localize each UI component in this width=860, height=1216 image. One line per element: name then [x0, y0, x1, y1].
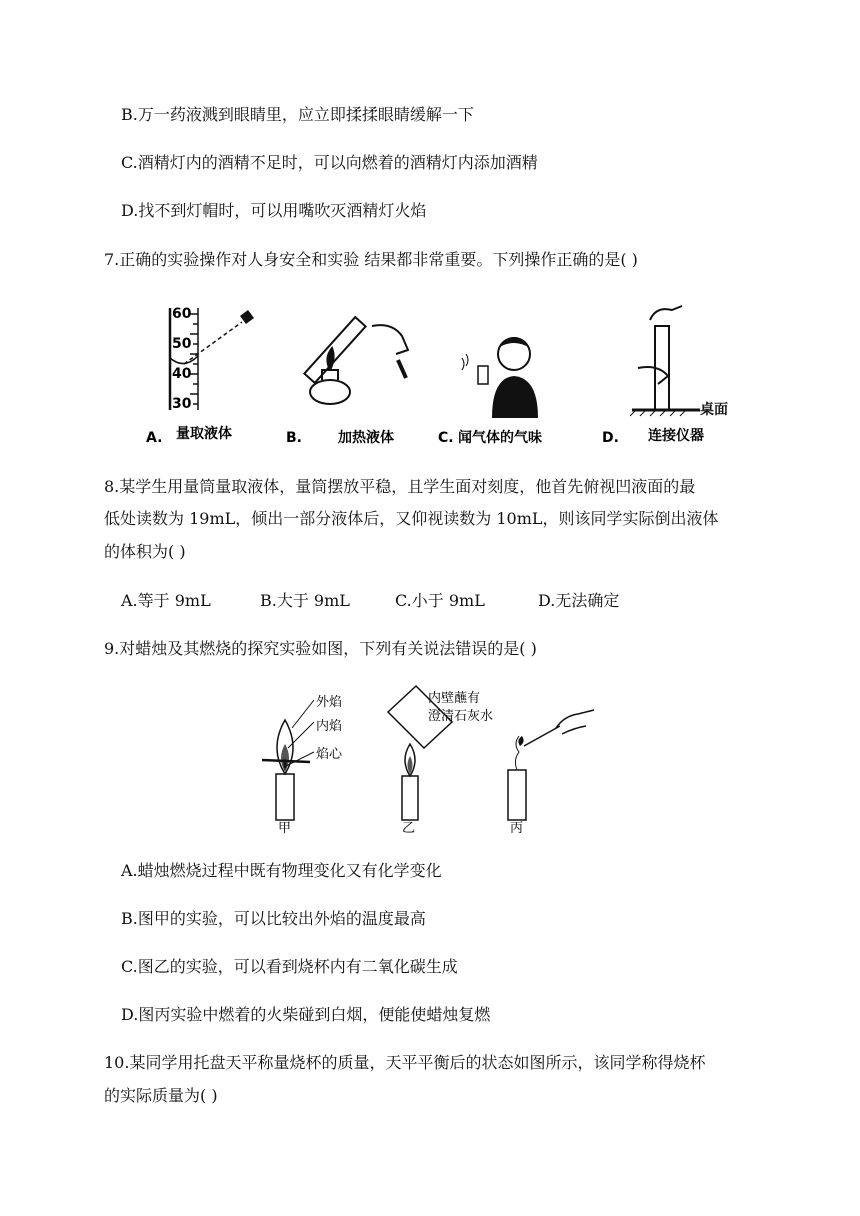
q8-option-d: D.无法确定: [538, 591, 620, 610]
label-c-letter: C.: [438, 430, 454, 446]
label-yi: 乙: [402, 821, 416, 834]
q9-option-b: B.图甲的实验，可以比较出外焰的温度最高: [121, 909, 426, 928]
q9-stem: 9.对蜡烛及其燃烧的探究实验如图，下列有关说法错误的是( ): [104, 639, 537, 658]
q6-option-b: B.万一药液溅到眼睛里，应立即揉揉眼睛缓解一下: [121, 105, 474, 124]
q9-option-c: C.图乙的实验，可以看到烧杯内有二氧化碳生成: [121, 957, 458, 976]
label-c-text: 闻气体的气味: [458, 430, 542, 446]
q9-candle-figure: [258, 682, 604, 834]
label-inner-flame: 内焰: [316, 719, 343, 734]
label-flame-core: 焰心: [316, 747, 343, 762]
candle-jia: [262, 694, 343, 834]
q10-stem-line2: 的实际质量为( ): [104, 1086, 218, 1105]
heating-liquid-illustration: [304, 317, 408, 404]
tick-40: 40: [172, 366, 192, 382]
label-d-text: 连接仪器: [648, 428, 704, 444]
q8-option-a: A.等于 9mL: [121, 591, 211, 610]
label-bing: 丙: [510, 821, 524, 834]
measuring-cylinder-illustration: [170, 306, 254, 412]
q8-stem-line1: 8.某学生用量筒量取液体，量筒摆放平稳，且学生面对刻度，他首先俯视凹液面的最: [104, 477, 696, 496]
q9-option-d: D.图丙实验中燃着的火柴碰到白烟，便能使蜡烛复燃: [121, 1005, 491, 1024]
label-beaker-line2: 澄清石灰水: [428, 709, 494, 724]
label-b-text: 加热液体: [338, 430, 394, 446]
q8-option-c: C.小于 9mL: [395, 591, 485, 610]
label-beaker-line1: 内壁蘸有: [428, 691, 481, 706]
desk-label: 桌面: [700, 402, 728, 418]
tick-60: 60: [172, 306, 192, 322]
q10-stem-line1: 10.某同学用托盘天平称量烧杯的质量，天平平衡后的状态如图所示，该同学称得烧杯: [104, 1053, 706, 1072]
candle-bing: [508, 710, 594, 834]
label-b-letter: B.: [286, 430, 302, 446]
q7-stem: 7.正确的实验操作对人身安全和实验 结果都非常重要。下列操作正确的是( ): [104, 250, 638, 269]
q6-option-d: D.找不到灯帽时，可以用嘴吹灭酒精灯火焰: [121, 201, 427, 220]
label-outer-flame: 外焰: [316, 695, 343, 710]
label-d-letter: D.: [602, 430, 619, 446]
q7-figure: [140, 296, 730, 456]
label-a-letter: A.: [146, 430, 163, 446]
connecting-apparatus-illustration: [630, 306, 728, 418]
candle-yi: [388, 686, 493, 834]
tick-50: 50: [172, 336, 192, 352]
q8-stem-line2: 低处读数为 19mL，倾出一部分液体后，又仰视读数为 10mL，则该同学实际倒出液体: [104, 509, 719, 528]
label-a-text: 量取液体: [176, 426, 232, 442]
tick-30: 30: [172, 396, 192, 412]
q8-option-b: B.大于 9mL: [260, 591, 350, 610]
smelling-gas-illustration: [462, 337, 538, 418]
label-jia: 甲: [278, 821, 292, 834]
q6-option-c: C.酒精灯内的酒精不足时，可以向燃着的酒精灯内添加酒精: [121, 153, 538, 172]
q8-stem-line3: 的体积为( ): [104, 542, 186, 561]
q9-option-a: A.蜡烛燃烧过程中既有物理变化又有化学变化: [121, 861, 442, 880]
